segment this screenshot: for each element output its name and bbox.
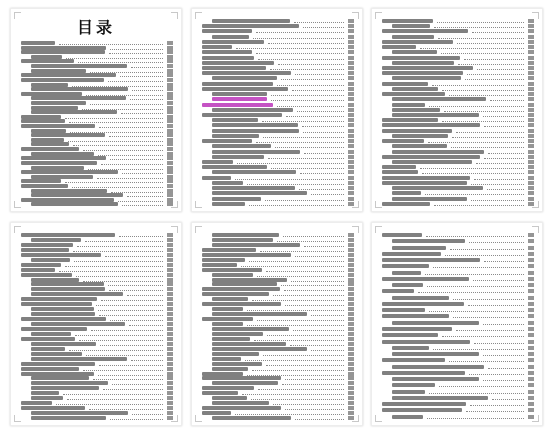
toc-page-6 [371, 222, 543, 426]
toc-entry [202, 414, 354, 422]
toc-leader [427, 418, 524, 419]
crop-mark [375, 201, 382, 208]
crop-mark [195, 201, 202, 208]
toc-entry-title [31, 202, 118, 206]
toc-entry [21, 414, 173, 422]
toc-leader [249, 205, 344, 206]
crop-mark [195, 12, 202, 19]
toc-page-number [167, 202, 173, 206]
toc-leader [122, 205, 163, 206]
toc-leader [110, 419, 163, 420]
toc-page-number [167, 416, 173, 420]
crop-mark [375, 12, 382, 19]
crop-mark [195, 415, 202, 422]
crop-mark [14, 226, 21, 233]
toc-entry [21, 200, 173, 208]
toc-page-5 [191, 222, 363, 426]
crop-mark [14, 201, 21, 208]
toc-page-1 [10, 8, 182, 212]
toc-leader [295, 419, 344, 420]
toc-page-number [528, 202, 534, 206]
toc-entry-title [212, 202, 245, 206]
toc-leader [434, 205, 524, 206]
toc-page-4 [10, 222, 182, 426]
toc-entry-title [392, 415, 423, 419]
toc-page-2 [191, 8, 363, 212]
toc-entry-title [31, 416, 106, 420]
toc-page-number [348, 202, 354, 206]
toc-page-3 [371, 8, 543, 212]
toc-title: 目录 [76, 18, 115, 37]
crop-mark [375, 226, 382, 233]
toc-page-number [528, 415, 534, 419]
toc-entry-title [382, 202, 430, 206]
toc-page-number [348, 416, 354, 420]
crop-mark [14, 415, 21, 422]
crop-mark [195, 226, 202, 233]
toc-entry [202, 200, 354, 208]
crop-mark [375, 415, 382, 422]
toc-entry-title [212, 416, 291, 420]
toc-entry [382, 413, 534, 421]
toc-entry [382, 200, 534, 208]
